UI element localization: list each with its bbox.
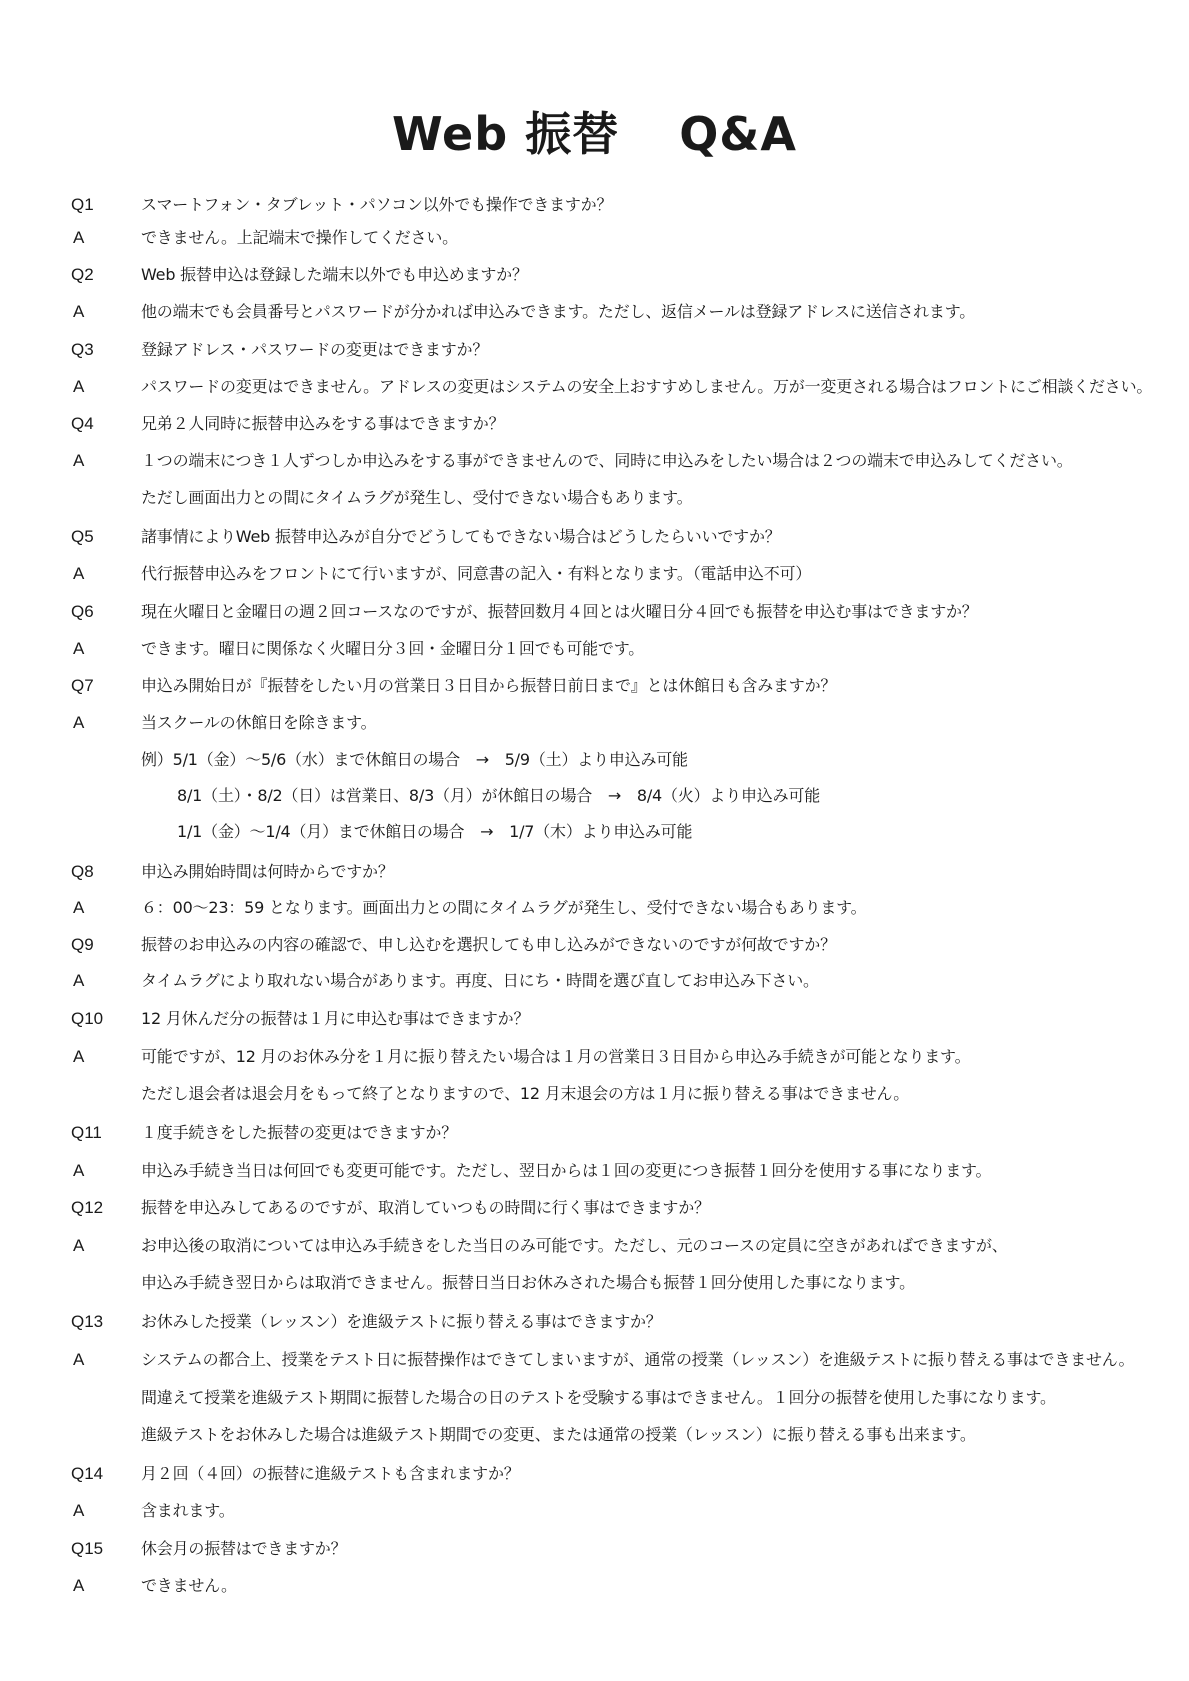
answer-text: 代行振替申込みをフロントにて行いますが、同意書の記入・有料となります。（電話申込不可） [141, 564, 812, 583]
question-tag: Q6 [71, 602, 94, 621]
title-qa: Q&A [679, 107, 798, 161]
answer-tag: A [73, 898, 85, 917]
qa-line [0, 1231, 1189, 1261]
example-line: 8/1（土）・8/2（日）は営業日、8/3（月）が休館日の場合 → 8/4（火）より申込み可能 [177, 786, 821, 805]
page-title [0, 104, 1189, 164]
qa-line [0, 1118, 1189, 1148]
answer-text: タイムラグにより取れない場合があります。再度、日にち・時間を選び直してお申込み下さい。 [141, 971, 819, 990]
qa-line [0, 1459, 1189, 1489]
question-text: 12 月休んだ分の振替は１月に申込む事はできますか？ [141, 1009, 530, 1028]
qa-line [0, 708, 1189, 738]
answer-tag: A [73, 1236, 85, 1255]
question-tag: Q5 [71, 527, 94, 546]
question-text: 諸事情によりWeb 振替申込みが自分でどうしてもできない場合はどうしたらいいですか？ [141, 527, 781, 546]
qa-line [0, 893, 1189, 923]
answer-text: お申込後の取消については申込み手続きをした当日のみ可能です。ただし、元のコースの定員に空きがあればできますが、 [141, 1236, 1008, 1255]
qa-line [0, 671, 1189, 701]
qa-line [0, 446, 1189, 476]
qa-line [0, 817, 1189, 847]
qa-line [0, 745, 1189, 775]
answer-text: できます。曜日に関係なく火曜日分３回・金曜日分１回でも可能です。 [141, 639, 645, 658]
qa-line [0, 1268, 1189, 1298]
qa-line [0, 190, 1189, 220]
title-main: Web 振替 [391, 107, 620, 161]
question-tag: Q7 [71, 676, 94, 695]
answer-tag: A [73, 1161, 85, 1180]
qa-line [0, 1383, 1189, 1413]
qa-line [0, 966, 1189, 996]
qa-line [0, 372, 1189, 402]
qa-line [0, 522, 1189, 552]
answer-tag: A [73, 1576, 85, 1595]
question-tag: Q10 [71, 1009, 104, 1028]
qa-line [0, 1079, 1189, 1109]
answer-tag: A [73, 377, 85, 396]
answer-text: 可能ですが、12 月のお休み分を１月に振り替えたい場合は１月の営業日３日目から申込み手続きが可能となります。 [141, 1047, 971, 1066]
question-tag: Q3 [71, 340, 94, 359]
qa-line [0, 597, 1189, 627]
answer-text: 他の端末でも会員番号とパスワードが分かれば申込みできます。ただし、返信メールは登録アドレスに送信されます。 [141, 302, 976, 321]
answer-continuation-text: 申込み手続き翌日からは取消できません。振替日当日お休みされた場合も振替１回分使用した事になります。 [141, 1273, 915, 1292]
answer-text: ６：00～23：59 となります。画面出力との間にタイムラグが発生し、受付できない場合もあります。 [141, 898, 867, 917]
qa-line [0, 483, 1189, 513]
answer-continuation-text: ただし退会者は退会月をもって終了となりますので、12 月末退会の方は１月に振り替える事はできません。 [141, 1084, 910, 1103]
qa-line [0, 559, 1189, 589]
question-tag: Q8 [71, 862, 94, 881]
answer-text: パスワードの変更はできません。アドレスの変更はシステムの安全上おすすめしません。万が一変更される場合はフロントにご相談ください。 [141, 377, 1153, 396]
answer-tag: A [73, 228, 85, 247]
answer-text: 申込み手続き当日は何回でも変更可能です。ただし、翌日からは１回の変更につき振替１回分を使用する事になります。 [141, 1161, 992, 1180]
qa-line [0, 260, 1189, 290]
question-tag: Q11 [71, 1123, 102, 1142]
qa-line [0, 781, 1189, 811]
question-text: 現在火曜日と金曜日の週２回コースなのですが、振替回数月４回とは火曜日分４回でも振替を申込む事はできますか？ [141, 602, 978, 621]
question-tag: Q13 [71, 1312, 104, 1331]
example-line: 1/1（金）～1/4（月）まで休館日の場合 → 1/7（木）より申込み可能 [177, 822, 693, 841]
answer-continuation-text: ただし画面出力との間にタイムラグが発生し、受付できない場合もあります。 [141, 488, 693, 507]
qa-line [0, 1496, 1189, 1526]
answer-tag: A [73, 971, 85, 990]
question-text: 休会月の振替はできますか？ [141, 1539, 347, 1558]
qa-line [0, 297, 1189, 327]
answer-tag: A [73, 713, 85, 732]
question-text: 兄弟２人同時に振替申込みをする事はできますか？ [141, 414, 505, 433]
question-text: 登録アドレス・パスワードの変更はできますか？ [141, 340, 489, 359]
question-text: １度手続きをした振替の変更はできますか？ [141, 1123, 458, 1142]
qa-line [0, 1042, 1189, 1072]
answer-continuation-text: 進級テストをお休みした場合は進級テスト期間での変更、または通常の授業（レッスン）に振り替える事も出来ます。 [141, 1425, 976, 1444]
answer-text: できません。上記端末で操作してください。 [141, 228, 458, 247]
question-text: Web 振替申込は登録した端末以外でも申込めますか？ [141, 265, 528, 284]
qa-line [0, 930, 1189, 960]
qa-line [0, 1004, 1189, 1034]
example-line: 例）5/1（金）～5/6（水）まで休館日の場合 → 5/9（土）より申込み可能 [141, 750, 688, 769]
qa-line [0, 1307, 1189, 1337]
answer-text: システムの都合上、授業をテスト日に振替操作はできてしまいますが、通常の授業（レッスン）を進級テストに振り替える事はできません。 [141, 1350, 1135, 1369]
question-text: 申込み開始日が『振替をしたい月の営業日３日目から振替日前日まで』とは休館日も含みますか？ [141, 676, 837, 695]
answer-tag: A [73, 1350, 85, 1369]
question-tag: Q15 [71, 1539, 104, 1558]
qa-line [0, 1156, 1189, 1186]
question-tag: Q12 [71, 1198, 104, 1217]
answer-continuation-text: 間違えて授業を進級テスト期間に振替した場合の日のテストを受験する事はできません。１回分の振替を使用した事になります。 [141, 1388, 1056, 1407]
answer-tag: A [73, 451, 85, 470]
question-tag: Q1 [71, 195, 94, 214]
answer-text: １つの端末につき１人ずつしか申込みをする事ができませんので、同時に申込みをしたい場合は２つの端末で申込みしてください。 [141, 451, 1073, 470]
qa-line [0, 634, 1189, 664]
question-tag: Q2 [71, 265, 94, 284]
answer-text: 当スクールの休館日を除きます。 [141, 713, 377, 732]
answer-tag: A [73, 639, 85, 658]
qa-line [0, 409, 1189, 439]
answer-tag: A [73, 1047, 85, 1066]
question-tag: Q4 [71, 414, 94, 433]
answer-text: できません。 [141, 1576, 237, 1595]
question-text: スマートフォン・タブレット・パソコン以外でも操作できますか？ [141, 195, 613, 214]
question-text: 申込み開始時間は何時からですか？ [141, 862, 394, 881]
qa-line [0, 1534, 1189, 1564]
question-text: 月２回（４回）の振替に進級テストも含まれますか？ [141, 1464, 520, 1483]
question-text: お休みした授業（レッスン）を進級テストに振り替える事はできますか？ [141, 1312, 662, 1331]
qa-line [0, 857, 1189, 887]
qa-line [0, 223, 1189, 253]
question-text: 振替のお申込みの内容の確認で、申し込むを選択しても申し込みができないのですが何故ですか？ [141, 935, 836, 954]
qa-line [0, 1571, 1189, 1601]
qa-line [0, 1345, 1189, 1375]
qa-line [0, 335, 1189, 365]
answer-tag: A [73, 564, 85, 583]
qa-line [0, 1420, 1189, 1450]
question-text: 振替を申込みしてあるのですが、取消していつもの時間に行く事はできますか？ [141, 1198, 710, 1217]
answer-text: 含まれます。 [141, 1501, 235, 1520]
answer-tag: A [73, 1501, 85, 1520]
qa-line [0, 1193, 1189, 1223]
question-tag: Q14 [71, 1464, 104, 1483]
question-tag: Q9 [71, 935, 94, 954]
answer-tag: A [73, 302, 85, 321]
